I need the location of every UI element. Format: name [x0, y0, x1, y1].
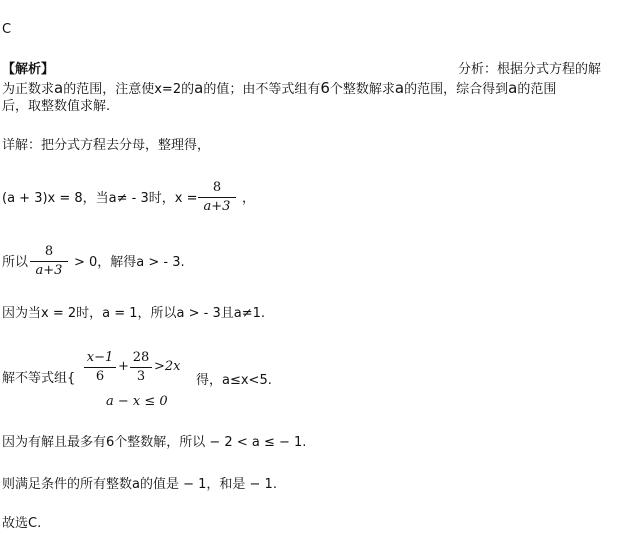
- step4-frac2-den: 3: [136, 369, 146, 384]
- analysis-frag: 的范围，综合得到: [404, 82, 509, 97]
- step6-text: 则满足条件的所有整数a的值是 − 1，和是 − 1.: [2, 477, 277, 492]
- step4-prefix: 解不等式组{: [2, 371, 76, 386]
- analysis-var: a: [394, 79, 405, 97]
- step4-rhs: >2x: [154, 359, 181, 374]
- detail-intro: 详解：把分式方程去分母，整理得，: [2, 138, 211, 153]
- fraction-bar: [198, 197, 236, 198]
- step4-frac1-den: 6: [95, 369, 105, 384]
- answer-letter: C: [2, 22, 12, 37]
- analysis-frag: 个整数解求: [329, 82, 395, 97]
- analysis-var: x=2: [154, 82, 182, 97]
- fraction-bar: [30, 261, 68, 262]
- analysis-heading: 【解析】: [2, 62, 55, 77]
- analysis-frag: 的: [181, 82, 195, 97]
- step4-frac2-num: 28: [132, 350, 150, 365]
- step4-plus: +: [118, 359, 129, 374]
- analysis-frag: 为正数求: [2, 82, 55, 97]
- fraction-bar: [84, 367, 116, 368]
- analysis-var: a: [54, 79, 64, 97]
- analysis-var: a: [508, 79, 518, 97]
- step4-fraction-1: [84, 350, 116, 385]
- step1-fraction: [198, 180, 236, 215]
- analysis-frag: 的范围，注意使: [63, 82, 155, 97]
- step4-result: 得，a≤x<5.: [196, 373, 272, 388]
- step2-frac-den: a+3: [35, 263, 63, 278]
- step1-frac-den: a+3: [203, 199, 231, 214]
- step2-fraction: [30, 244, 68, 279]
- step1-equation: (a + 3)x = 8，当a≠ - 3时，x =: [2, 191, 198, 206]
- step2-frac-num: 8: [44, 244, 54, 259]
- conclusion: 故选C.: [2, 516, 42, 531]
- analysis-text-line3: 后，取整数值求解.: [2, 99, 111, 114]
- step4-fraction-2: [130, 350, 152, 385]
- analysis-text-line2: [2, 80, 556, 98]
- fraction-bar: [130, 367, 152, 368]
- step1-tail: ，: [242, 191, 256, 206]
- step3-text: 因为当x = 2时，a = 1，所以a > - 3且a≠1.: [2, 306, 265, 321]
- step5-text: 因为有解且最多有6个整数解，所以 − 2 < a ≤ − 1.: [2, 435, 307, 450]
- analysis-frag: 的值；由不等式组有: [203, 82, 321, 97]
- analysis-text-right: 分析：根据分式方程的解: [458, 62, 602, 77]
- step4-frac1-num: x−1: [86, 350, 114, 365]
- analysis-var: 6: [320, 79, 330, 97]
- analysis-var: a: [194, 79, 204, 97]
- analysis-frag: 的范围: [517, 82, 557, 97]
- step2-prefix: 所以: [2, 255, 29, 270]
- step2-result: > 0，解得a > - 3.: [74, 255, 185, 270]
- step4-second-inequality: a − x ≤ 0: [106, 394, 168, 409]
- step1-frac-num: 8: [212, 180, 222, 195]
